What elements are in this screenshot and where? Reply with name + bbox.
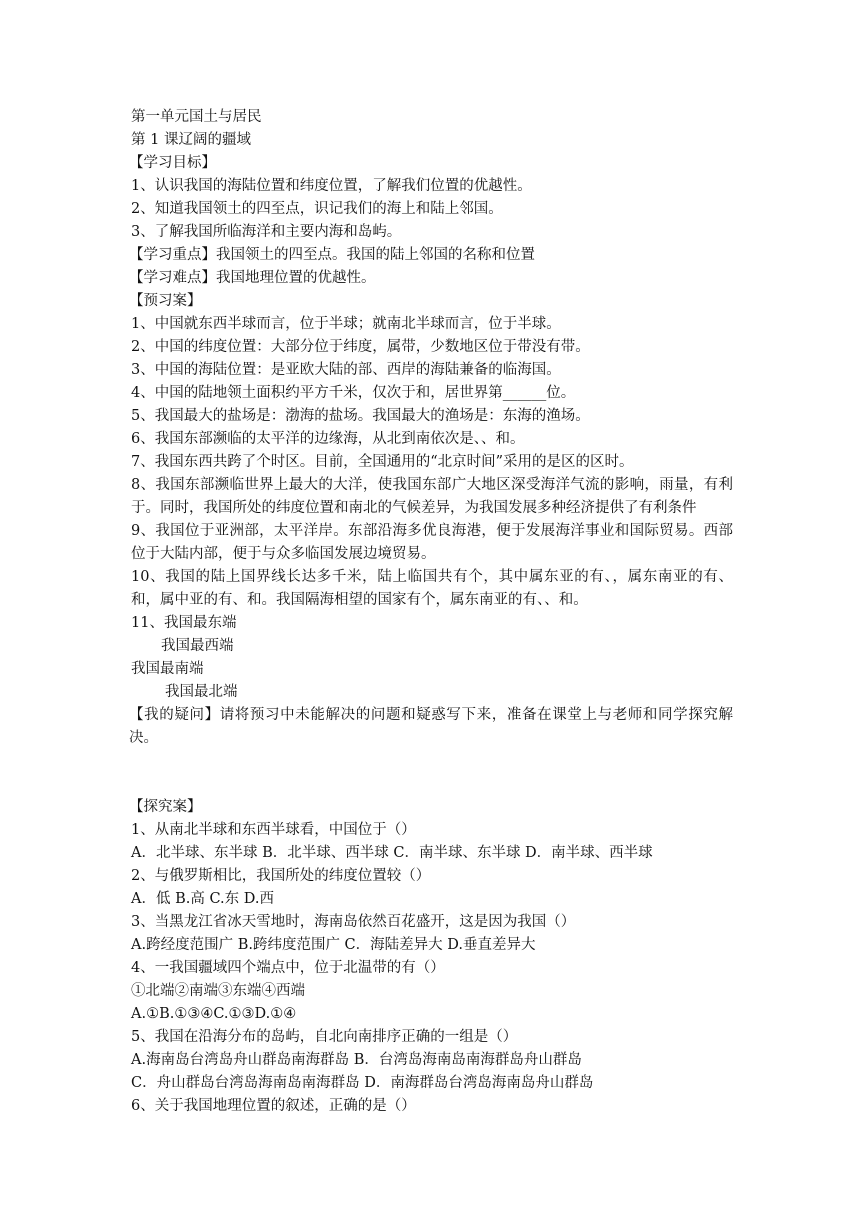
explore-options: C．舟山群岛台湾岛海南岛南海群岛 D．南海群岛台湾岛海南岛舟山群岛 <box>131 1075 594 1091</box>
explore-options: A.①B.①③④C.①③D.①④ <box>131 1006 297 1022</box>
explore-question: 5、我国在沿海分布的岛屿，自北向南排序正确的一组是（） <box>131 1029 518 1045</box>
preview-heading: 【预习案】 <box>129 293 202 309</box>
key-point: 【学习重点】我国领土的四至点。我国的陆上邻国的名称和位置 <box>129 247 535 263</box>
preview-item: 3、中国的海陆位置：是亚欧大陆的部、西岸的海陆兼备的临海国。 <box>131 362 561 378</box>
preview-item: 9、我国位于亚洲部，太平洋岸。东部沿海多优良海港，便于发展海洋事业和国际贸易。西部位于大陆内部，便于与众多临国发展边境贸易。 <box>131 523 733 562</box>
extreme-south: 我国最南端 <box>131 661 204 677</box>
question-note: 【我的疑问】请将预习中未能解决的问题和疑惑写下来，准备在课堂上与老师和同学探究解决。 <box>129 707 733 746</box>
difficult-point: 【学习难点】我国地理位置的优越性。 <box>129 270 376 286</box>
explore-question: 1、从南北半球和东西半球看，中国位于（） <box>131 822 416 838</box>
document-body <box>131 106 733 1118</box>
explore-options: A.跨经度范围广 B.跨纬度范围广 C．海陆差异大 D.垂直差异大 <box>131 937 536 953</box>
lesson-title: 第 1 课辽阔的疆域 <box>131 132 251 148</box>
explore-heading: 【探究案】 <box>129 799 202 815</box>
preview-item: 2、中国的纬度位置：大部分位于纬度，属带，少数地区位于带没有带。 <box>131 339 590 355</box>
explore-question: 3、当黑龙江省冰天雪地时，海南岛依然百花盛开，这是因为我国（） <box>131 914 576 930</box>
extreme-west: 我国最西端 <box>161 638 234 654</box>
preview-item: 8、我国东部濒临世界上最大的大洋，使我国东部广大地区深受海洋气流的影响，雨量，有利于。同时，我国所处的纬度位置和南北的气候差异，为我国发展多种经济提供了有利条件 <box>131 477 733 516</box>
explore-options: A．低 B.高 C.东 D.西 <box>131 891 274 907</box>
preview-item: 4、中国的陆地领土面积约平方千米，仅次于和，居世界第______位。 <box>131 385 576 401</box>
preview-item: 5、我国最大的盐场是：渤海的盐场。我国最大的渔场是：东海的渔场。 <box>131 408 590 424</box>
preview-item: 1、中国就东西半球而言，位于半球；就南北半球而言，位于半球。 <box>131 316 561 332</box>
objective-item: 3、了解我国所临海洋和主要内海和岛屿。 <box>131 224 402 240</box>
objective-item: 1、认识我国的海陆位置和纬度位置，了解我们位置的优越性。 <box>131 178 532 194</box>
objectives-heading: 【学习目标】 <box>129 155 216 171</box>
preview-item: 7、我国东西共跨了个时区。目前，全国通用的“北京时间”采用的是区的区时。 <box>131 454 634 470</box>
explore-choices: ①北端②南端③东端④西端 <box>131 983 305 999</box>
section-gap <box>131 750 733 796</box>
explore-options: A.海南岛台湾岛舟山群岛南海群岛 B．台湾岛海南岛南海群岛舟山群岛 <box>131 1052 582 1068</box>
preview-item: 6、我国东部濒临的太平洋的边缘海，从北到南依次是、、和。 <box>131 431 525 447</box>
extreme-north: 我国最北端 <box>165 684 238 700</box>
objective-item: 2、知道我国领土的四至点，识记我们的海上和陆上邻国。 <box>131 201 503 217</box>
explore-options: A．北半球、东半球 B．北半球、西半球 C．南半球、东半球 D．南半球、西半球 <box>131 845 653 861</box>
explore-question: 4、一我国疆域四个端点中，位于北温带的有（） <box>131 960 445 976</box>
preview-item: 10、我国的陆上国界线长达多千米，陆上临国共有个，其中属东亚的有、，属东南亚的有、和，属中亚的有、和。我国隔海相望的国家有个，属东南亚的有、、和。 <box>131 569 733 608</box>
explore-question: 2、与俄罗斯相比，我国所处的纬度位置较（） <box>131 868 431 884</box>
explore-question: 6、关于我国地理位置的叙述，正确的是（） <box>131 1098 416 1114</box>
extreme-east: 11、我国最东端 <box>131 615 237 631</box>
unit-title: 第一单元国土与居民 <box>131 109 262 125</box>
